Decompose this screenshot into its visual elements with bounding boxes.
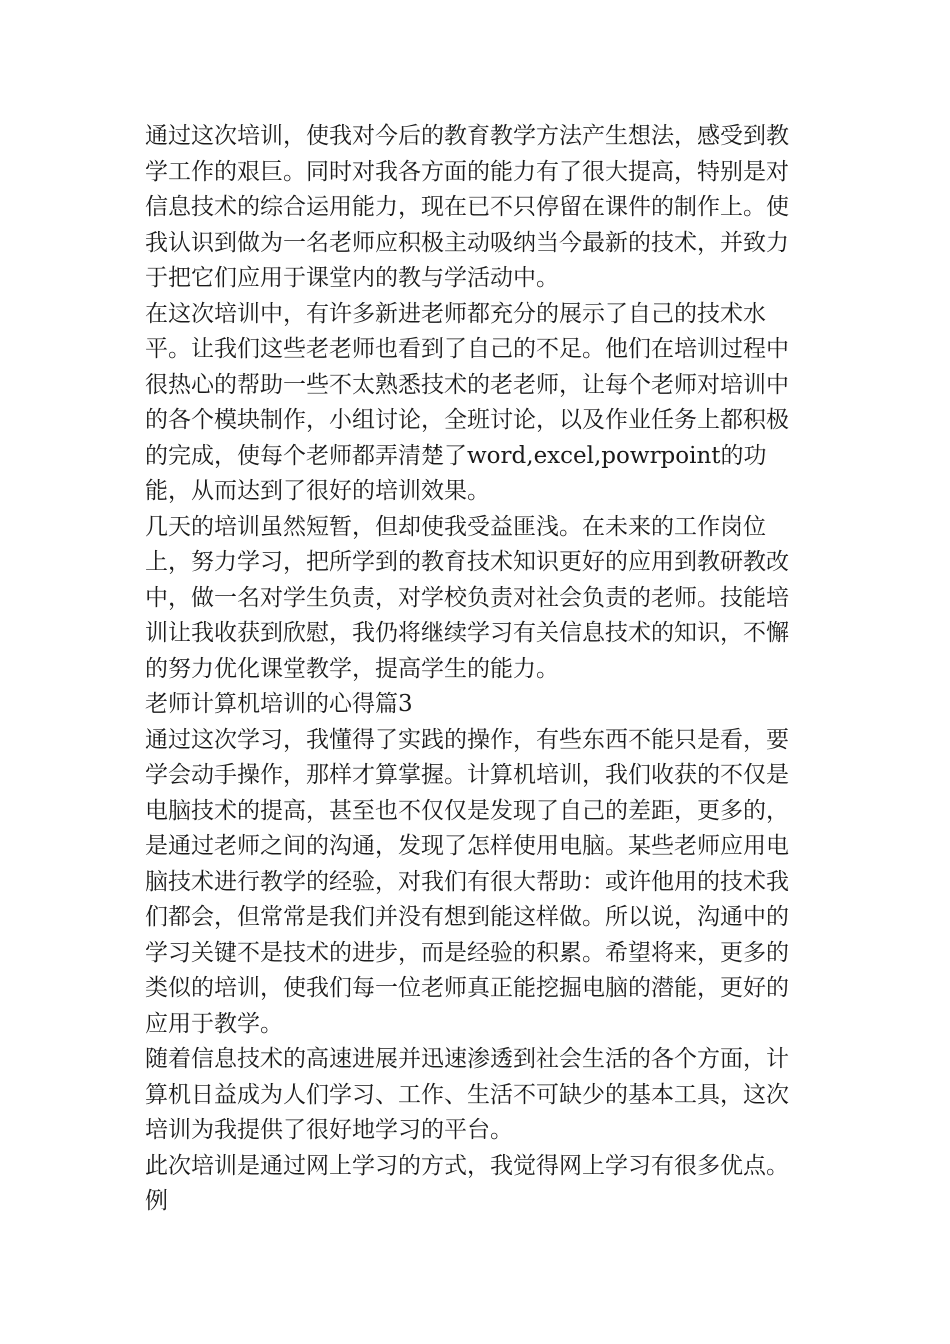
paragraph-4: 通过这次学习，我懂得了实践的操作，有些东西不能只是看，要学会动手操作，那样才算掌握。计算机培训，我们收获的不仅是电脑技术的提高，甚至也不仅仅是发现了自己的差距，更多的，是通过老师之间的沟通，发现了怎样使用电脑。某些老师应用电脑技术进行教学的经验，对我们有很大帮助：或许他用的技术我们都会，但常常是我们并没有想到能这样做。所以说，沟通中的学习关键不是技术的进步，而是经验的积累。希望将来，更多的类似的培训，使我们每一位老师真正能挖掘电脑的潜能，更好的应用于教学。 [145,726,789,1037]
paragraph-6: 此次培训是通过网上学习的方式，我觉得网上学习有很多优点。例 [145,1152,789,1214]
paragraph-5: 随着信息技术的高速进展并迅速渗透到社会生活的各个方面，计算机日益成为人们学习、工作、生活不可缺少的基本工具，这次培训为我提供了很好地学习的平台。 [145,1046,789,1143]
paragraph-3: 几天的培训虽然短暂，但却使我受益匪浅。在未来的工作岗位上，努力学习，把所学到的教育技术知识更好的应用到教研教改中，做一名对学生负责，对学校负责对社会负责的老师。技能培训让我收获到欣慰，我仍将继续学习有关信息技术的知识，不懈的努力优化课堂教学，提高学生的能力。 [145,513,789,682]
paragraph-1: 通过这次培训，使我对今后的教育教学方法产生想法，感受到教学工作的艰巨。同时对我各方面的能力有了很大提高，特别是对信息技术的综合运用能力，现在已不只停留在课件的制作上。使我认识到做为一名老师应积极主动吸纳当今最新的技术，并致力于把它们应用于课堂内的教与学活动中。 [145,123,789,291]
document-body [145,119,810,1220]
paragraph-2: 在这次培训中，有许多新进老师都充分的展示了自己的技术水平。让我们这些老老师也看到了自己的不足。他们在培训过程中很热心的帮助一些不太熟悉技术的老老师，让每个老师对培训中的各个模块制作，小组讨论，全班讨论，以及作业任务上都积极的完成，使每个老师都弄清楚了word,excel,powrpoint的功能，从而达到了很好的培训效果。 [145,300,789,504]
section-heading: 老师计算机培训的心得篇3 [145,691,413,717]
